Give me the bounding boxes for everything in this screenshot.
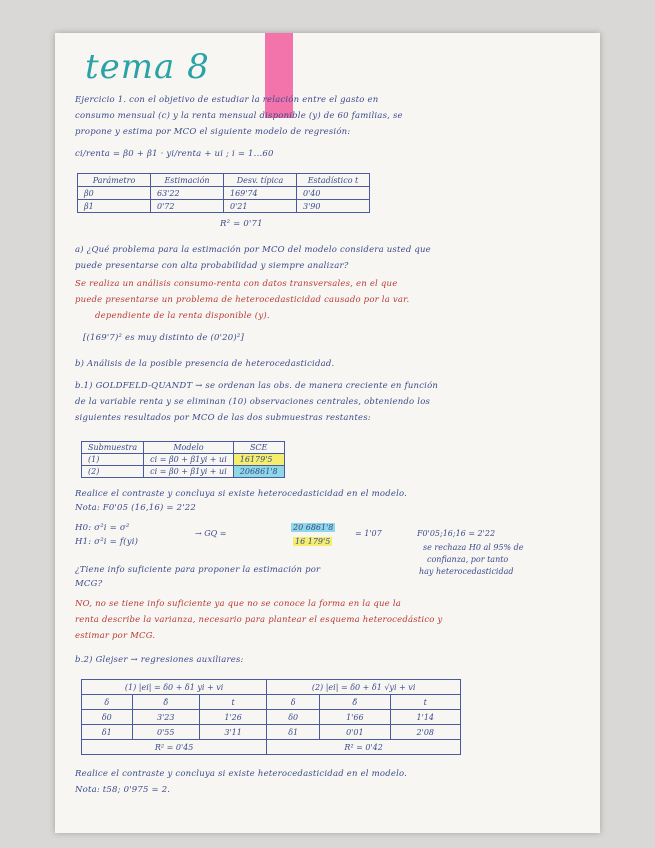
table-header: δ̂ <box>132 695 199 710</box>
glejser-table <box>81 679 461 755</box>
table-header: δ <box>82 695 133 710</box>
table-header: Desv. típica <box>224 174 297 187</box>
exercise-line-3: propone y estima por MCO el siguiente modelo de regresión: <box>75 127 351 137</box>
table-cell: δ1 <box>82 725 133 740</box>
conclusion-line-3: hay heterocedasticidad <box>419 567 514 576</box>
question-a-line-2: puede presentarse con alta probabilidad y siempre analizar? <box>75 261 349 271</box>
table-cell: 0'40 <box>297 187 370 200</box>
gq-result: = 1'07 <box>355 529 382 538</box>
goldfeld-quandt-line-3: siguientes resultados por MCO de las dos submuestras restantes: <box>75 413 371 423</box>
answer-a-note: [(169'7)² es muy distinto de (0'20)²] <box>83 333 245 343</box>
table-header: Submuestra <box>82 442 144 454</box>
answer-a-line-2: puede presentarse un problema de heterocedasticidad causado por la var. <box>75 295 410 305</box>
notebook-page <box>55 33 600 833</box>
table-cell: 0'55 <box>132 725 199 740</box>
table-cell: 3'90 <box>297 200 370 213</box>
table-row <box>82 725 461 740</box>
table-cell: 1'66 <box>320 710 390 725</box>
gq-numerator: 20 6861'8 <box>293 523 334 532</box>
table-header: (2) |ei| = δ0 + δ1 √yi + vi <box>267 680 461 695</box>
glejser-note: Nota: t58; 0'975 = 2. <box>75 785 171 795</box>
question-b-title: b) Análisis de la posible presencia de heterocedasticidad. <box>75 359 335 369</box>
table-header: Estimación <box>151 174 224 187</box>
page-title: tema 8 <box>85 47 210 87</box>
table-cell: 63'22 <box>151 187 224 200</box>
table-cell: 1'26 <box>199 710 266 725</box>
sticky-tab <box>265 33 293 118</box>
answer-a-line-1: Se realiza un análisis consumo-renta con datos transversales, en el que <box>75 279 398 289</box>
table-header: δ̂ <box>320 695 390 710</box>
table-cell: 2'08 <box>390 725 460 740</box>
table-cell: β0 <box>78 187 151 200</box>
answer-mcg-line-1: NO, no se tiene info suficiente ya que no se conoce la forma en la que la <box>75 599 402 609</box>
table-cell: (2) <box>82 466 144 478</box>
gq-denominator: 16 179'5 <box>295 537 331 546</box>
table-cell: 3'11 <box>199 725 266 740</box>
table-cell: β1 <box>78 200 151 213</box>
table-row <box>78 200 370 213</box>
table-cell: R² = 0'42 <box>267 740 461 755</box>
table-cell: ci = β0 + β1yi + ui <box>144 454 234 466</box>
note-f-value: Nota: F0'05 (16,16) = 2'22 <box>75 503 197 513</box>
table-row <box>82 466 285 478</box>
glejser-instruction: Realice el contraste y concluya si existe heterocedasticidad en el modelo. <box>75 769 408 779</box>
table-cell: (1) <box>82 454 144 466</box>
goldfeld-quandt-line-1: b.1) GOLDFELD-QUANDT → se ordenan las obs. de manera creciente en función <box>75 381 439 391</box>
answer-a-line-3: dependiente de la renta disponible (y). <box>95 311 270 321</box>
table-row <box>78 187 370 200</box>
f-critical: F0'05;16;16 = 2'22 <box>417 529 496 538</box>
table-cell: 3'23 <box>132 710 199 725</box>
conclusion-line-1: se rechaza H0 al 95% de <box>423 543 524 552</box>
table-cell: 169'74 <box>224 187 297 200</box>
exercise-line-1: Ejercicio 1. con el objetivo de estudiar la relación entre el gasto en <box>75 95 379 105</box>
table-cell: 16179'5 <box>233 454 284 466</box>
table-row <box>82 710 461 725</box>
gq-label: → GQ = <box>195 529 227 538</box>
table-cell: δ0 <box>267 710 320 725</box>
answer-mcg-line-2: renta describe la varianza, necesario para plantear el esquema heterocedástico y <box>75 615 443 625</box>
goldfeld-quandt-line-2: de la variable renta y se eliminan (10) observaciones centrales, obteniendo los <box>75 397 431 407</box>
estimation-table <box>77 173 370 213</box>
table-header: Parámetro <box>78 174 151 187</box>
table-header: SCE <box>233 442 284 454</box>
exercise-line-2: consumo mensual (c) y la renta mensual disponible (y) de 60 familias, se <box>75 111 403 121</box>
table-header: (1) |ei| = δ0 + δ1 yi + vi <box>82 680 267 695</box>
table-header: Estadístico t <box>297 174 370 187</box>
model-equation: ci/renta = β0 + β1 · yi/renta + ui ; i = 1...60 <box>75 149 274 159</box>
table-cell: 0'01 <box>320 725 390 740</box>
null-hypothesis: H0: σ²i = σ² <box>75 523 130 533</box>
glejser-title: b.2) Glejser → regresiones auxiliares: <box>75 655 244 665</box>
table-cell: ci = β0 + β1yi + ui <box>144 466 234 478</box>
table-header: δ <box>267 695 320 710</box>
table-cell: 206861'8 <box>233 466 284 478</box>
submuestras-table <box>81 441 285 478</box>
table-cell: δ1 <box>267 725 320 740</box>
table-header: t <box>199 695 266 710</box>
table-cell: 1'14 <box>390 710 460 725</box>
table-header: Modelo <box>144 442 234 454</box>
table-cell: R² = 0'45 <box>82 740 267 755</box>
table-cell: δ0 <box>82 710 133 725</box>
table-header: t <box>390 695 460 710</box>
question-a-line-1: a) ¿Qué problema para la estimación por MCO del modelo considera usted que <box>75 245 431 255</box>
question-mcg-line-2: MCG? <box>75 579 103 589</box>
question-mcg-line-1: ¿Tiene info suficiente para proponer la estimación por <box>75 565 321 575</box>
contrast-instruction: Realice el contraste y concluya si existe heterocedasticidad en el modelo. <box>75 489 408 499</box>
r-squared: R² = 0'71 <box>220 219 263 229</box>
table-cell: 0'21 <box>224 200 297 213</box>
table-row <box>82 454 285 466</box>
conclusion-line-2: confianza, por tanto <box>427 555 509 564</box>
table-cell: 0'72 <box>151 200 224 213</box>
alt-hypothesis: H1: σ²i = f(yi) <box>75 537 139 547</box>
answer-mcg-line-3: estimar por MCG. <box>75 631 156 641</box>
